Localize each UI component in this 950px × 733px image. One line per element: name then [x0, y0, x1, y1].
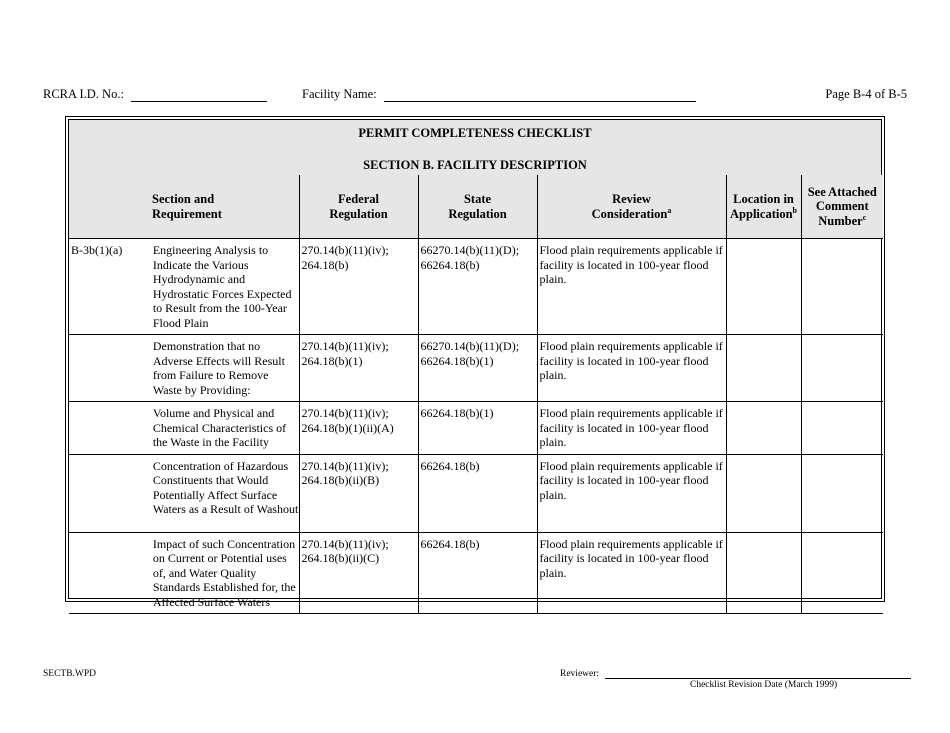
col-header-state: State Regulation [418, 175, 537, 239]
section-cell [69, 239, 299, 335]
federal-cell: 270.14(b)(11)(iv); 264.18(b) [299, 239, 418, 335]
federal-cell: 270.14(b)(11)(iv); 264.18(b)(ii)(C) [299, 532, 418, 614]
facility-name-blank [384, 90, 696, 102]
section-cell [69, 335, 299, 402]
table-row [69, 532, 883, 614]
reviewer-label: Reviewer: [560, 669, 600, 679]
location-cell[interactable] [726, 402, 801, 455]
file-name: SECTB.WPD [43, 669, 97, 679]
location-cell[interactable] [726, 335, 801, 402]
requirement-text: Engineering Analysis to Indicate the Various Hydrodynamic and Hydrostatic Forces Expected to Result from the 100-Year Flood Plain [152, 243, 292, 330]
col-header-federal: Federal Regulation [299, 175, 418, 239]
federal-cell: 270.14(b)(11)(iv); 264.18(b)(ii)(B) [299, 454, 418, 532]
location-cell[interactable] [726, 532, 801, 614]
section-code [69, 455, 153, 521]
requirement-text: Impact of such Concentration on Current or Potential uses of, and Water Quality Standards Established for, the Affected Surface Waters [152, 536, 296, 609]
table-row [69, 402, 883, 455]
requirement-text: Concentration of Hazardous Constituents that Would Potentially Affect Surface Waters as a Result of Washout [152, 458, 299, 516]
title-band [69, 120, 881, 176]
facility-name-field [302, 87, 696, 102]
col-header-location: Location in Application$^b$ [726, 175, 801, 239]
review-cell: Flood plain requirements applicable if facility is located in 100-year flood plain. [537, 454, 726, 532]
state-cell: 66264.18(b)(1) [418, 402, 537, 455]
page-number: Page B-4 of B-5 [825, 87, 907, 101]
section-code: B-3b(1)(a) [71, 243, 123, 257]
location-cell[interactable] [726, 239, 801, 335]
table-row [69, 454, 883, 532]
section-cell [69, 532, 299, 614]
col-header-section: Section and Requirement [69, 175, 299, 239]
checklist-table [69, 175, 883, 614]
section-code [69, 335, 153, 401]
col-header-comment: See Attached Comment Number$^c$ [801, 175, 883, 239]
section-title: SECTION B. FACILITY DESCRIPTION [363, 158, 587, 172]
state-cell: 66264.18(b) [418, 454, 537, 532]
requirement-text: Demonstration that no Adverse Effects will Result from Failure to Remove Waste by Providing: [152, 339, 285, 397]
state-cell: 66264.18(b) [418, 532, 537, 614]
rcra-id-field [43, 87, 267, 102]
state-cell: 66270.14(b)(11)(D); 66264.18(b)(1) [418, 335, 537, 402]
comment-cell[interactable] [801, 402, 883, 455]
section-code [69, 533, 153, 614]
table-row [69, 335, 883, 402]
checklist-title: PERMIT COMPLETENESS CHECKLIST [358, 126, 592, 140]
section-code [69, 402, 153, 454]
requirement-text: Volume and Physical and Chemical Characteristics of the Waste in the Facility [152, 406, 287, 449]
review-cell: Flood plain requirements applicable if facility is located in 100-year flood plain. [537, 402, 726, 455]
federal-cell: 270.14(b)(11)(iv); 264.18(b)(1)(ii)(A) [299, 402, 418, 455]
section-cell [69, 402, 299, 455]
location-cell[interactable] [726, 454, 801, 532]
facility-name-label: Facility Name: [302, 87, 377, 101]
reviewer-blank [605, 669, 911, 679]
federal-cell: 270.14(b)(11)(iv); 264.18(b)(1) [299, 335, 418, 402]
review-cell: Flood plain requirements applicable if facility is located in 100-year flood plain. [537, 239, 726, 335]
comment-cell[interactable] [801, 335, 883, 402]
comment-cell[interactable] [801, 532, 883, 614]
rcra-id-label: RCRA I.D. No.: [43, 87, 124, 101]
comment-cell[interactable] [801, 239, 883, 335]
review-cell: Flood plain requirements applicable if facility is located in 100-year flood plain. [537, 335, 726, 402]
state-cell: 66270.14(b)(11)(D); 66264.18(b) [418, 239, 537, 335]
comment-cell[interactable] [801, 454, 883, 532]
table-row [69, 239, 883, 335]
checklist-inner-frame [68, 119, 882, 609]
review-cell: Flood plain requirements applicable if facility is located in 100-year flood plain. [537, 532, 726, 614]
section-cell [69, 454, 299, 532]
column-header-row [69, 175, 883, 239]
reviewer-field [560, 669, 911, 679]
col-header-review: Review Consideration$^a$ [537, 175, 726, 239]
revision-date: Checklist Revision Date (March 1999) [690, 680, 838, 690]
checklist-frame [65, 116, 885, 609]
rcra-id-blank [131, 90, 267, 102]
